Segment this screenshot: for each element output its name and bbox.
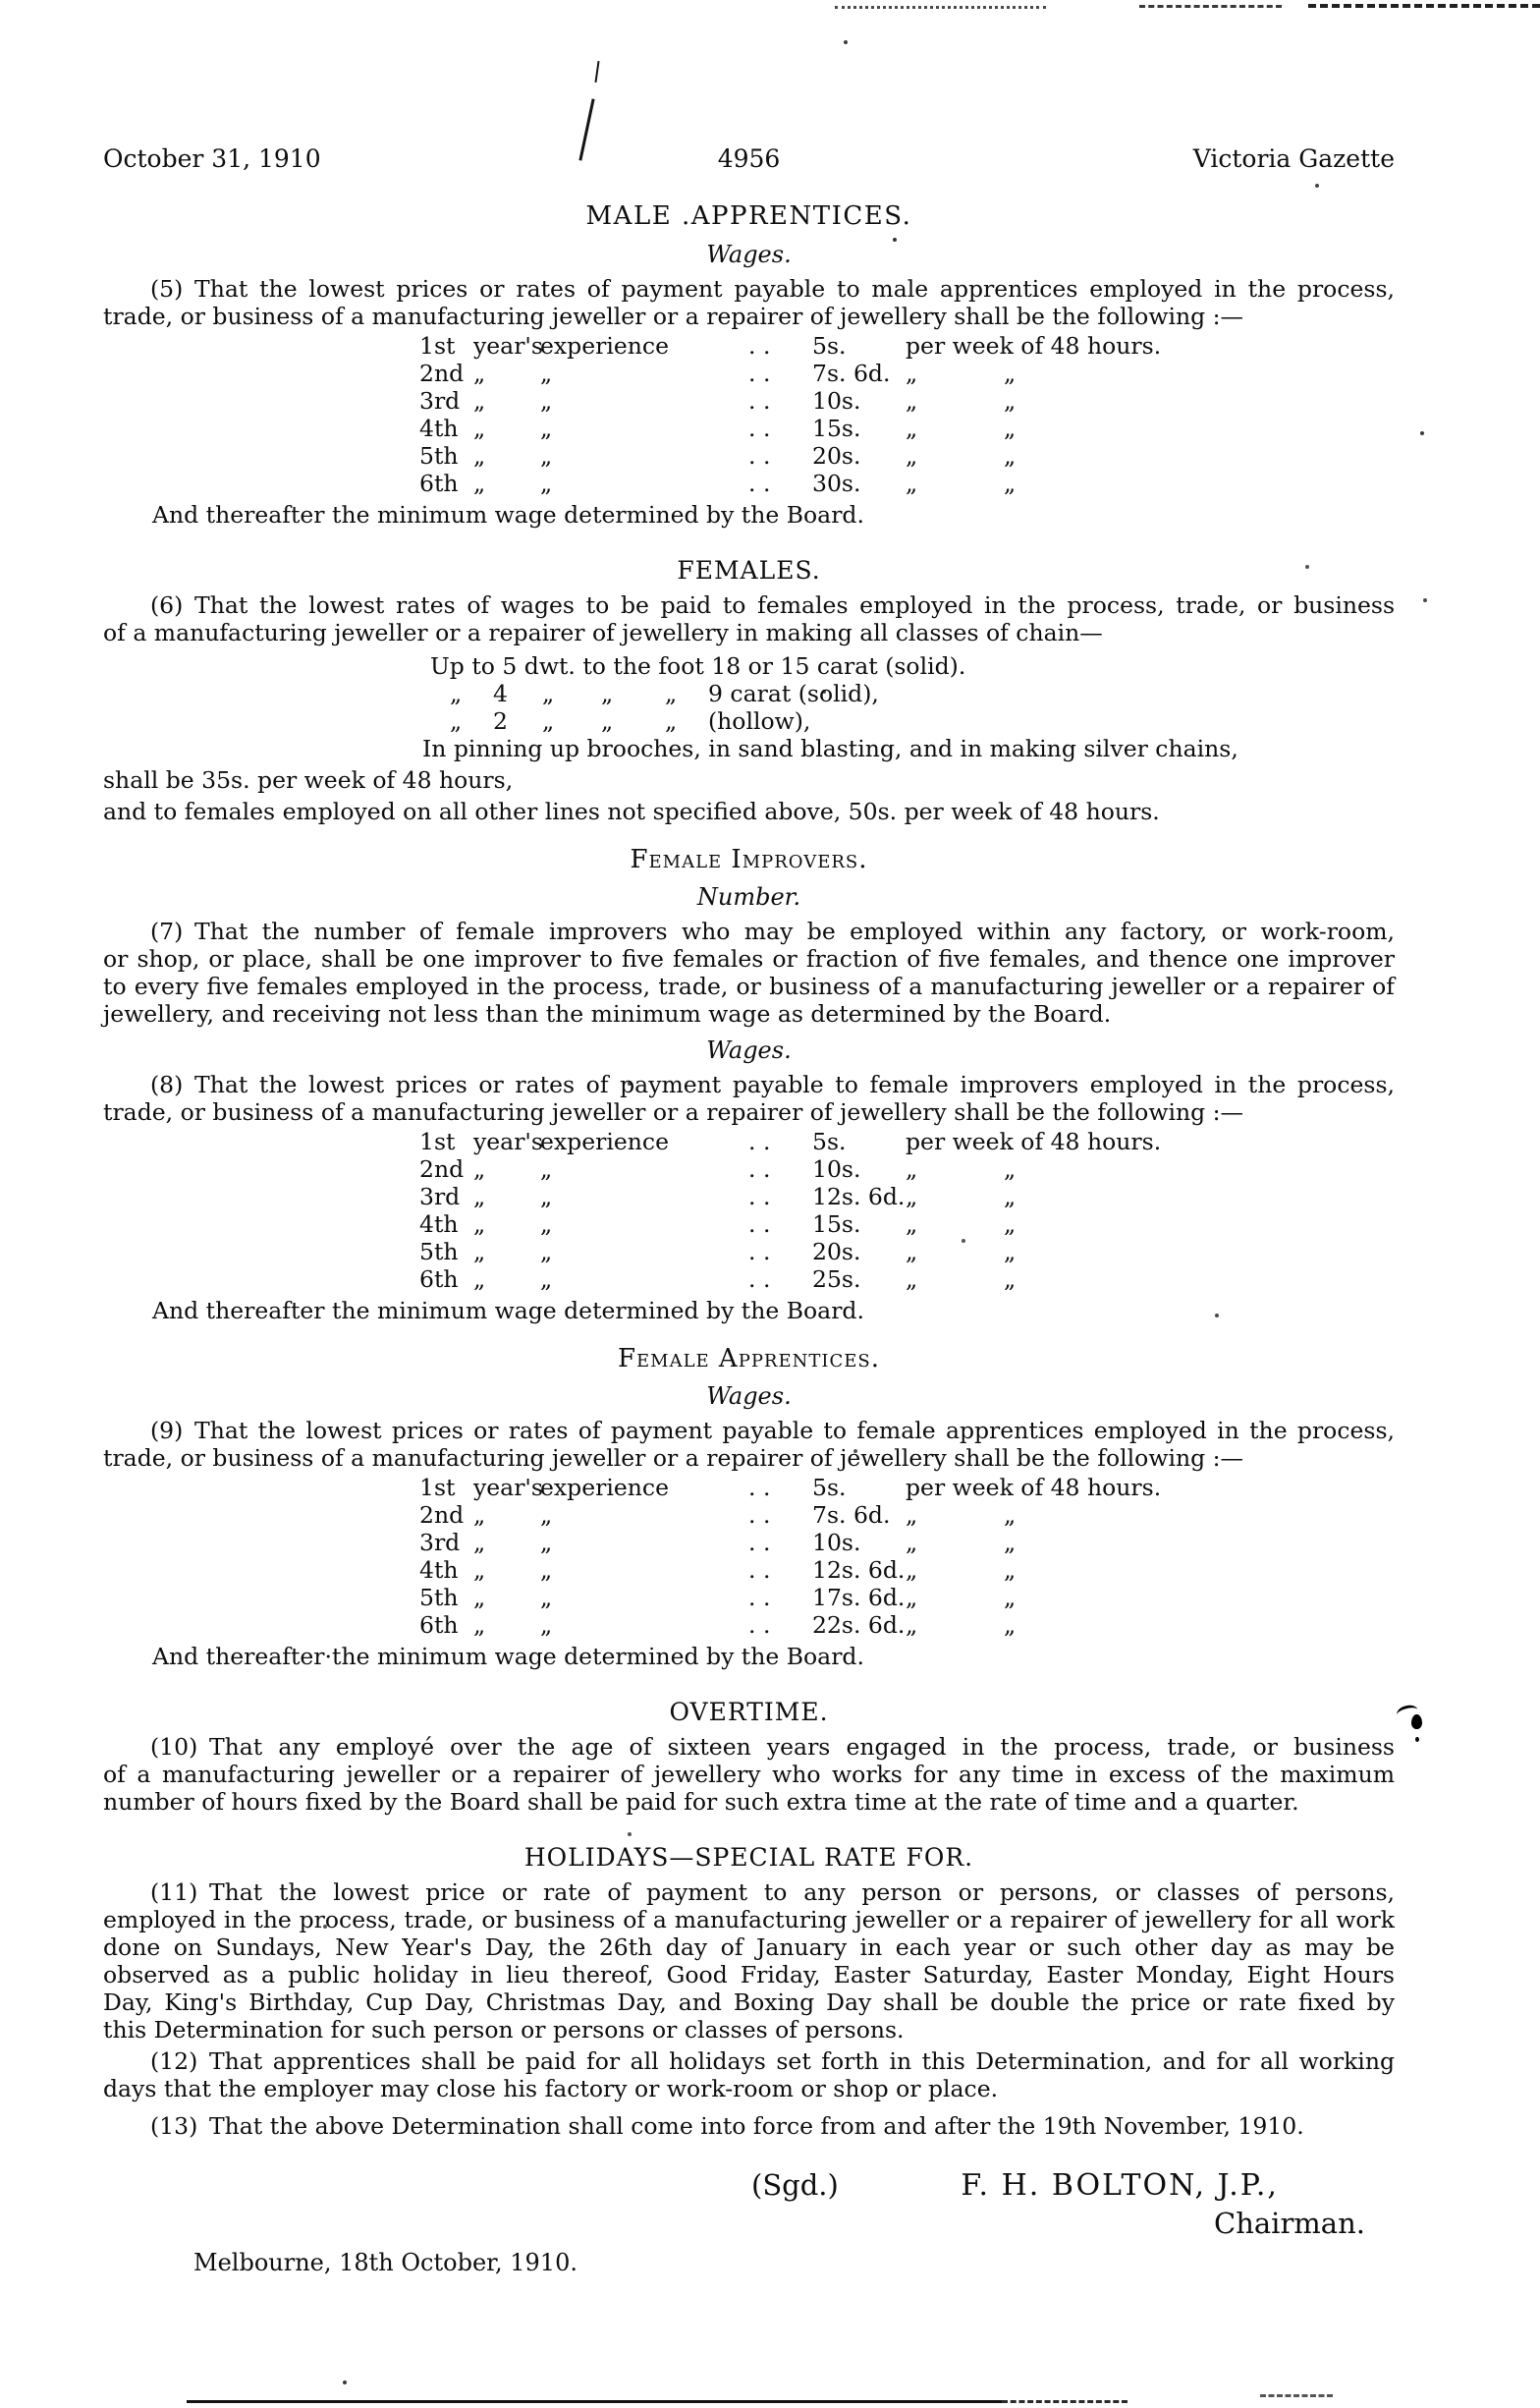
table-cell: . . (748, 442, 771, 470)
table-cell: „ (665, 680, 678, 707)
table-cell: „ (542, 680, 555, 707)
chain-rates-block (422, 652, 1395, 762)
section-title-female-improvers: Female Improvers. (630, 845, 868, 874)
text-line: (9) That the lowest prices or rates of payment payable to female apprentices employed in the process, (150, 1417, 1395, 1444)
table-cell: 12s. 6d. (812, 1183, 906, 1210)
wage-table-row (419, 1584, 1395, 1611)
table-cell: 2nd (419, 1155, 465, 1183)
scan-artifact-specks (0, 0, 2, 2)
wage-table-row (419, 1529, 1395, 1556)
table-cell: . . (748, 1556, 771, 1584)
scan-artifact-ink-blot (1415, 1737, 1419, 1742)
table-cell: „ (473, 1265, 486, 1293)
wage-table-row (419, 360, 1395, 387)
table-cell: „ (906, 1501, 918, 1529)
table-cell: 1st (419, 332, 456, 360)
table-cell: 6th (419, 1265, 459, 1293)
page-number: 4956 (717, 144, 781, 173)
table-cell: 6th (419, 470, 459, 497)
table-cell: „ (540, 415, 553, 442)
table-cell: „ (540, 1611, 553, 1639)
table-cell: „ (1004, 1155, 1017, 1183)
text-line: of a manufacturing jeweller or a repairer of jewellery in making all classes of chain— (103, 619, 1103, 646)
section-title-male-apprentices: MALE .APPRENTICES. (585, 201, 912, 231)
wage-table-footer: And thereafter·the minimum wage determined by the Board. (152, 1643, 864, 1670)
issue-date: October 31, 1910 (103, 144, 321, 173)
table-cell: . . (748, 1584, 771, 1611)
table-cell: „ (906, 1584, 918, 1611)
table-cell: 6th (419, 1611, 459, 1639)
table-cell: per week of 48 hours. (906, 332, 1162, 360)
text-line: observed as a public holiday in lieu thereof, Good Friday, Easter Saturday, Easter Monday, Eight Hours (103, 1961, 1395, 1988)
table-cell: . . (748, 1210, 771, 1238)
page-content (103, 0, 1395, 2276)
table-cell: „ (906, 1529, 918, 1556)
table-cell: „ (601, 680, 614, 707)
table-cell: „ (1004, 1210, 1017, 1238)
table-cell: . . (748, 1183, 771, 1210)
table-cell: „ (540, 1155, 553, 1183)
table-cell: 20s. (812, 1238, 861, 1265)
table-cell: „ (473, 442, 486, 470)
table-cell: „ (906, 360, 918, 387)
subheading-wages: Wages. (706, 241, 792, 268)
table-cell: experience (540, 1474, 669, 1501)
table-cell: „ (906, 442, 918, 470)
male-apprentices-wage-table (419, 332, 1395, 497)
table-cell: per week of 48 hours. (906, 1474, 1162, 1501)
table-cell: 4th (419, 415, 459, 442)
table-cell: „ (1004, 1529, 1017, 1556)
table-cell: „ (1004, 387, 1017, 415)
table-cell: 4th (419, 1556, 459, 1584)
wage-table-row (419, 1155, 1395, 1183)
table-cell: „ (473, 1155, 486, 1183)
table-cell: „ (450, 707, 463, 735)
table-cell: „ (906, 470, 918, 497)
table-cell: 7s. 6d. (812, 1501, 891, 1529)
wage-table-row (419, 387, 1395, 415)
female-apprentices-wage-table (419, 1474, 1395, 1639)
clause-5-paragraph (103, 275, 1395, 330)
table-cell: (hollow), (708, 707, 811, 735)
text-line: days that the employer may close his factory or work-room or shop or place. (103, 2075, 999, 2102)
table-cell: „ (473, 1556, 486, 1584)
clause-10-paragraph (103, 1733, 1395, 1816)
table-cell: „ (473, 1210, 486, 1238)
table-cell: 10s. (812, 1155, 861, 1183)
table-cell: 5s. (812, 332, 847, 360)
table-cell: „ (906, 387, 918, 415)
table-cell: . . (748, 1128, 771, 1155)
table-cell: 2nd (419, 360, 465, 387)
table-cell: „ (1004, 360, 1017, 387)
table-cell: „ (540, 1529, 553, 1556)
clause-6-paragraph (103, 591, 1395, 646)
text-line: (11) That the lowest price or rate of payment to any person or persons, or classes of persons, (150, 1878, 1395, 1906)
table-cell: . . (748, 1474, 771, 1501)
wage-table-row (419, 1474, 1395, 1501)
wage-table-footer: And thereafter the minimum wage determined by the Board. (152, 1297, 864, 1324)
table-cell: experience (540, 1128, 669, 1155)
table-cell: „ (540, 1584, 553, 1611)
table-cell: „ (473, 1183, 486, 1210)
text-line: (5) That the lowest prices or rates of payment payable to male apprentices employed in the process, (150, 275, 1395, 303)
table-cell: 10s. (812, 387, 861, 415)
text-line: trade, or business of a manufacturing jeweller or a repairer of jewellery shall be the following :— (103, 1444, 1244, 1472)
table-cell: „ (906, 1210, 918, 1238)
table-cell: year's (473, 1474, 543, 1501)
table-cell: „ (1004, 1265, 1017, 1293)
wage-table-row (419, 1611, 1395, 1639)
table-cell: . . (748, 470, 771, 497)
signed-abbreviation: (Sgd.) (751, 2168, 839, 2202)
table-cell: 2nd (419, 1501, 465, 1529)
text-line: done on Sundays, New Year's Day, the 26th day of January in each year or such other day as may be (103, 1933, 1395, 1961)
females-rate-line: and to females employed on all other lines not specified above, 50s. per week of 48 hours. (103, 798, 1160, 825)
table-cell: „ (906, 1183, 918, 1210)
table-cell: „ (906, 415, 918, 442)
wage-table-row (419, 332, 1395, 360)
table-cell: „ (473, 470, 486, 497)
table-cell: 5s. (812, 1474, 847, 1501)
table-cell: 7s. 6d. (812, 360, 891, 387)
table-cell: 3rd (419, 1183, 461, 1210)
table-cell: . . (748, 1529, 771, 1556)
scan-artifact-bottom-rule (1002, 2400, 1128, 2403)
wage-table-row (419, 1128, 1395, 1155)
table-cell: „ (473, 1501, 486, 1529)
table-cell: „ (473, 1611, 486, 1639)
clause-9-paragraph (103, 1417, 1395, 1472)
table-cell: 10s. (812, 1529, 861, 1556)
wage-table-row (419, 442, 1395, 470)
table-cell: „ (540, 1501, 553, 1529)
table-cell: „ (906, 1556, 918, 1584)
text-line: (13) That the above Determination shall come into force from and after the 19th November, 1910. (150, 2112, 1304, 2140)
table-cell: 25s. (812, 1265, 861, 1293)
table-cell: „ (542, 707, 555, 735)
wage-table-row (419, 1265, 1395, 1293)
table-cell: 3rd (419, 1529, 461, 1556)
table-cell: „ (906, 1611, 918, 1639)
female-improvers-wage-table (419, 1128, 1395, 1293)
table-cell: per week of 48 hours. (906, 1128, 1162, 1155)
table-cell: „ (665, 707, 678, 735)
text-line: (6) That the lowest rates of wages to be paid to females employed in the process, trade, or business (150, 591, 1395, 619)
signature-role: Chairman. (1214, 2207, 1365, 2240)
text-line: employed in the process, trade, or business of a manufacturing jeweller or a repairer of jewellery for all work (103, 1906, 1395, 1933)
table-cell: „ (473, 1529, 486, 1556)
running-head (103, 143, 1395, 175)
table-cell: „ (473, 387, 486, 415)
table-cell: 3rd (419, 387, 461, 415)
text-line: of a manufacturing jeweller or a repairer of jewellery who works for any time in excess of the maximum (103, 1761, 1395, 1788)
table-cell: . . (748, 1501, 771, 1529)
table-cell: 1st (419, 1128, 456, 1155)
females-rate-line: shall be 35s. per week of 48 hours, (103, 766, 514, 794)
place-and-date-line: Melbourne, 18th October, 1910. (193, 2249, 578, 2276)
text-line: trade, or business of a manufacturing jeweller or a repairer of jewellery shall be the following :— (103, 1098, 1244, 1126)
table-cell: 30s. (812, 470, 861, 497)
wage-table-row (419, 470, 1395, 497)
publication-title: Victoria Gazette (1192, 144, 1395, 173)
table-cell: 5th (419, 442, 459, 470)
text-line: to every five females employed in the process, trade, or business of a manufacturing jeweller or a repairer of (103, 973, 1395, 1000)
table-cell: 22s. 6d. (812, 1611, 906, 1639)
clause-13-paragraph (103, 2112, 1395, 2140)
chain-rate-ditto-line (422, 707, 1395, 735)
text-line: this Determination for such person or persons or classes of persons. (103, 2016, 905, 2044)
table-cell: „ (1004, 1238, 1017, 1265)
text-line: or shop, or place, shall be one improver to five females or fraction of five females, and thence one improver (103, 945, 1395, 973)
table-cell: „ (1004, 1183, 1017, 1210)
table-cell: . . (748, 1611, 771, 1639)
signature-name: F. H. BOLTON, J.P., (961, 2168, 1279, 2203)
table-cell: „ (540, 1265, 553, 1293)
text-line: (8) That the lowest prices or rates of payment payable to female improvers employed in the process, (150, 1071, 1395, 1098)
table-cell: „ (540, 1183, 553, 1210)
text-line: Day, King's Birthday, Cup Day, Christmas Day, and Boxing Day shall be double the price or rate fixed by (103, 1988, 1395, 2016)
table-cell: „ (1004, 1611, 1017, 1639)
clause-7-paragraph (103, 918, 1395, 1028)
table-cell: „ (906, 1238, 918, 1265)
table-cell: „ (540, 442, 553, 470)
table-cell: 5th (419, 1584, 459, 1611)
wage-table-row (419, 1183, 1395, 1210)
subheading-wages: Wages. (706, 1382, 792, 1410)
table-cell: . . (748, 387, 771, 415)
table-cell: „ (1004, 415, 1017, 442)
table-cell: . . (748, 1155, 771, 1183)
table-cell: 12s. 6d. (812, 1556, 906, 1584)
scan-artifact-bottom-rule (1260, 2394, 1333, 2397)
table-cell: „ (1004, 1501, 1017, 1529)
scan-artifact-bottom-rule (187, 2400, 1002, 2403)
table-cell: . . (748, 332, 771, 360)
table-cell: . . (748, 415, 771, 442)
wage-table-row (419, 1501, 1395, 1529)
table-cell: „ (540, 360, 553, 387)
table-cell: „ (1004, 442, 1017, 470)
table-cell: „ (1004, 1556, 1017, 1584)
table-cell: „ (906, 1265, 918, 1293)
table-cell: „ (473, 415, 486, 442)
chain-rate-ditto-line (422, 680, 1395, 707)
signature-row (103, 2167, 1395, 2204)
table-cell: „ (540, 1210, 553, 1238)
wage-table-row (419, 415, 1395, 442)
table-cell: 20s. (812, 442, 861, 470)
table-cell: 9 carat (solid), (708, 680, 879, 707)
section-title-female-apprentices: Female Apprentices. (617, 1344, 881, 1373)
table-cell: 5s. (812, 1128, 847, 1155)
table-cell: 4 (493, 680, 508, 707)
table-cell: 4th (419, 1210, 459, 1238)
chain-rate-line: Up to 5 dwt. to the foot 18 or 15 carat (solid). (430, 652, 966, 680)
clause-11-paragraph (103, 1878, 1395, 2044)
table-cell: „ (906, 1155, 918, 1183)
table-cell: 15s. (812, 415, 861, 442)
table-cell: „ (601, 707, 614, 735)
table-cell: 1st (419, 1474, 456, 1501)
table-cell: year's (473, 1128, 543, 1155)
table-cell: „ (473, 1584, 486, 1611)
table-cell: year's (473, 332, 543, 360)
table-cell: 2 (493, 707, 508, 735)
table-cell: 17s. 6d. (812, 1584, 906, 1611)
table-cell: . . (748, 360, 771, 387)
table-cell: „ (1004, 1584, 1017, 1611)
clause-12-paragraph (103, 2047, 1395, 2102)
clause-8-paragraph (103, 1071, 1395, 1126)
table-cell: 5th (419, 1238, 459, 1265)
table-cell: „ (540, 470, 553, 497)
section-title-overtime: OVERTIME. (669, 1698, 829, 1726)
section-title-holidays: HOLIDAYS—SPECIAL RATE FOR. (523, 1843, 974, 1872)
table-cell: „ (450, 680, 463, 707)
table-cell: 15s. (812, 1210, 861, 1238)
text-line: (7) That the number of female improvers who may be employed within any factory, or work-room, (150, 918, 1395, 945)
table-cell: „ (540, 387, 553, 415)
table-cell: „ (540, 1238, 553, 1265)
section-title-females: FEMALES. (677, 556, 821, 585)
text-line: jewellery, and receiving not less than the minimum wage as determined by the Board. (103, 1000, 1112, 1028)
text-line: trade, or business of a manufacturing jeweller or a repairer of jewellery shall be the following :— (103, 303, 1244, 330)
subheading-wages: Wages. (706, 1036, 792, 1064)
table-cell: „ (1004, 470, 1017, 497)
table-cell: „ (473, 360, 486, 387)
wage-table-footer: And thereafter the minimum wage determined by the Board. (152, 501, 864, 529)
table-cell: „ (540, 1556, 553, 1584)
wage-table-row (419, 1210, 1395, 1238)
table-cell: . . (748, 1238, 771, 1265)
chain-rate-line: In pinning up brooches, in sand blasting, and in making silver chains, (422, 735, 1238, 762)
subheading-number: Number. (696, 883, 801, 911)
text-line: (10) That any employé over the age of sixteen years engaged in the process, trade, or business (150, 1733, 1395, 1761)
table-cell: experience (540, 332, 669, 360)
table-cell: „ (473, 1238, 486, 1265)
table-cell: . . (748, 1265, 771, 1293)
wage-table-row (419, 1238, 1395, 1265)
wage-table-row (419, 1556, 1395, 1584)
text-line: (12) That apprentices shall be paid for all holidays set forth in this Determination, and for all working (150, 2047, 1395, 2075)
text-line: number of hours fixed by the Board shall be paid for such extra time at the rate of time and a quarter. (103, 1788, 1299, 1816)
